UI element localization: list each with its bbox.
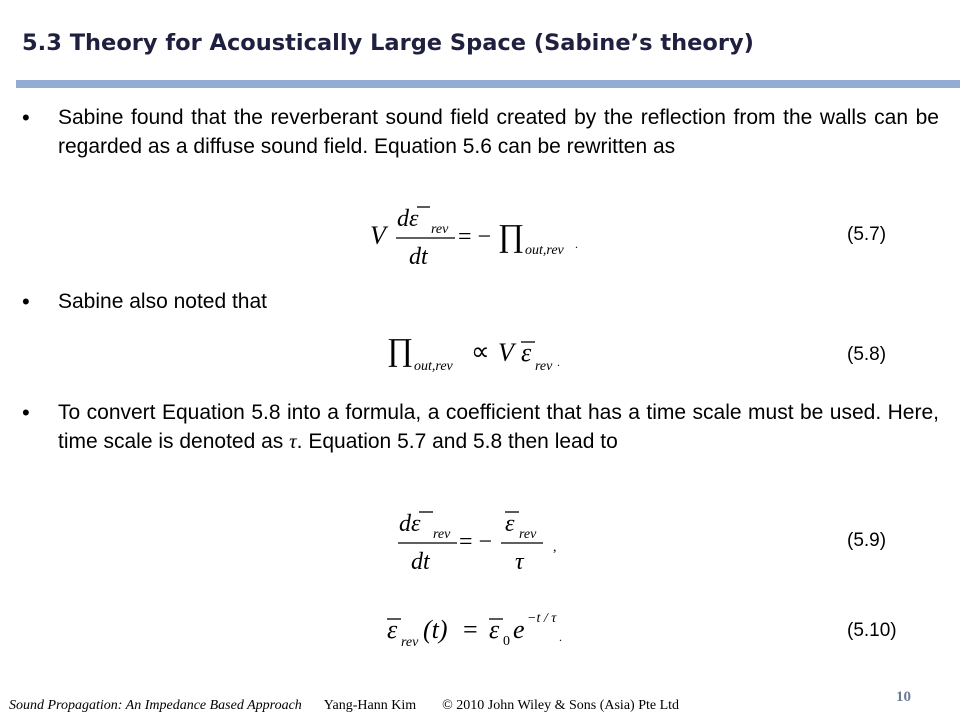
eq59-sub: rev [433, 527, 451, 542]
eq510-sub: rev [401, 635, 419, 650]
equation-number-5-10: (5.10) [847, 620, 897, 641]
eq59-numerator: dε [399, 511, 421, 537]
bullet-text-1: Sabine found that the reverberant sound field created by the reflection from the walls can be regarded as a diffuse sound field. Equation 5.6 can be rewritten as [58, 106, 939, 158]
eq59-rhs-denominator: τ [515, 549, 524, 575]
eq58-end: . [557, 355, 560, 369]
eq510-epsilon-0: ε [489, 615, 500, 644]
equation-5-8 [385, 328, 585, 378]
eq57-operator: = − [458, 224, 492, 250]
eq57-sub: rev [431, 222, 449, 237]
bullet-text-3 [58, 398, 939, 456]
eq58-v: V [498, 338, 514, 367]
bullet-marker-2: • [22, 289, 30, 314]
eq59-rhs-sub: rev [519, 527, 537, 542]
bullet-marker-1: • [22, 105, 30, 130]
eq58-operator: ∝ [471, 337, 490, 366]
eq510-operator: = [463, 615, 478, 644]
eq57-v: V [370, 221, 386, 250]
tau-symbol: τ [289, 429, 297, 453]
eq58-product-sub: out,rev [414, 359, 453, 374]
eq510-exponent: −t / τ [527, 611, 557, 626]
eq510-epsilon: ε [387, 615, 398, 644]
eq510-end: . [559, 630, 562, 644]
eq58-epsilon: ε [521, 338, 532, 367]
eq57-denominator: dt [409, 244, 428, 270]
eq57-end: . [575, 237, 578, 251]
bullet-marker-3: • [22, 400, 30, 425]
eq57-numerator: dε [397, 206, 419, 232]
title-underline [16, 80, 960, 88]
page-number: 10 [896, 689, 911, 705]
eq57-product-sub: out,rev [525, 243, 564, 258]
equation-number-5-7: (5.7) [847, 224, 887, 245]
equation-5-7 [368, 200, 598, 270]
eq58-sub: rev [535, 359, 553, 374]
eq58-product: ∏ [387, 331, 414, 367]
footer [9, 698, 679, 714]
equation-number-5-8: (5.8) [847, 344, 887, 365]
equation-number-5-9: (5.9) [847, 530, 887, 551]
eq59-rhs-numerator: ε [505, 511, 515, 537]
equation-5-10 [385, 608, 585, 654]
slide-title: 5.3 Theory for Acoustically Large Space (Sabine’s theory) [22, 30, 754, 56]
footer-author: Yang-Hann Kim [323, 698, 417, 713]
eq510-e: e [513, 615, 525, 644]
footer-book-title: Sound Propagation: An Impedance Based Approach [9, 698, 302, 713]
bullet-text-3-before: To convert Equation 5.8 into a formula, a coefficient that has a time scale must be used. Here, time scale is denoted as [58, 401, 939, 453]
eq510-sub-0: 0 [503, 634, 510, 649]
eq510-argument: (t) [423, 615, 448, 644]
bullet-text-2: Sabine also noted that [58, 290, 267, 313]
equation-5-9 [397, 503, 577, 575]
eq57-product: ∏ [498, 217, 525, 253]
eq59-end: , [553, 540, 557, 555]
bullet-text-3-after: . Equation 5.7 and 5.8 then lead to [296, 430, 618, 453]
eq59-denominator: dt [411, 549, 430, 575]
eq59-operator: = − [459, 529, 493, 555]
footer-copyright: © 2010 John Wiley & Sons (Asia) Pte Ltd [442, 698, 680, 713]
